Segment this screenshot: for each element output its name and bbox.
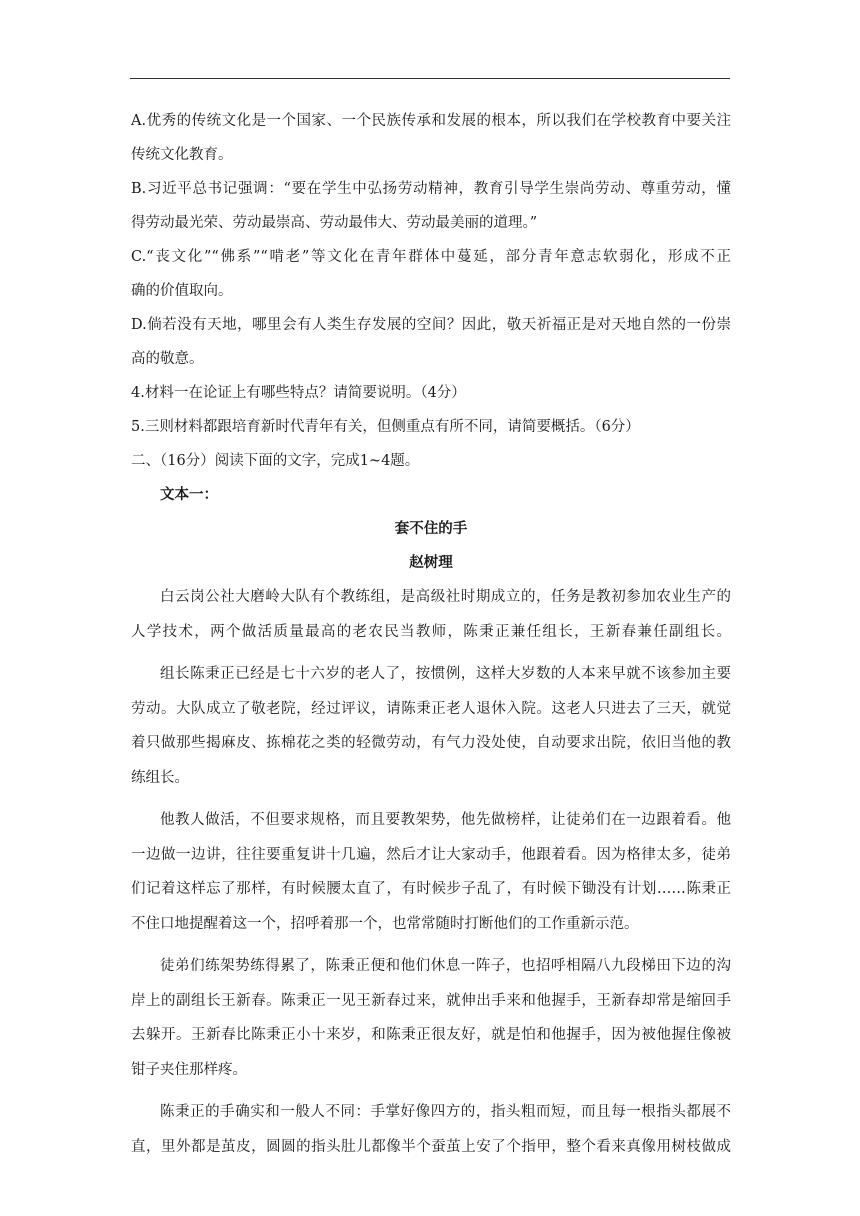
story-p3-line-1: 他教人做活，不但要求规格，而且要教架势，他先做榜样，让徒弟们在一边跟着看。他 xyxy=(160,812,731,828)
option-d-line-2: 高的敬意。 xyxy=(131,351,204,367)
story-p1-line-2: 人学技术，两个做活质量最高的老农民当教师，陈秉正兼任组长，王新春兼任副组长。 xyxy=(131,623,731,640)
story-p3-line-2: 一边做一边讲，往往要重复讲十几遍，然后才让大家动手，他跟着看。因为格律太多，徒弟 xyxy=(131,846,731,863)
story-author: 赵树理 xyxy=(409,554,453,571)
question-4: 4.材料一在论证上有哪些特点？请简要说明。（4分） xyxy=(131,385,466,401)
story-p2-line-1: 组长陈秉正已经是七十六岁的老人了，按惯例，这样大岁数的人本来早就不该参加主要 xyxy=(160,666,731,682)
text-one-label: 文本一： xyxy=(160,486,218,503)
story-p3-line-3: 们记着这样忘了那样，有时候腰太直了，有时候步子乱了，有时候下锄没有计划……陈秉正 xyxy=(131,881,731,897)
story-p4-line-3: 去躲开。王新春比陈秉正小十来岁，和陈秉正很友好，就是怕和他握手，因为被他握住像被 xyxy=(131,1027,731,1043)
question-5: 5.三则材料都跟培育新时代青年有关，但侧重点有所不同，请简要概括。（6分） xyxy=(131,419,640,435)
story-p2-line-3: 着只做那些揭麻皮、拣棉花之类的轻微劳动，有气力没处使，自动要求出院，依旧当他的教 xyxy=(131,735,731,751)
page-content xyxy=(131,104,731,1164)
story-p4-line-2: 岸上的副组长王新春。陈秉正一见王新春过来，就伸出手来和他握手，王新春却常是缩回手 xyxy=(131,992,731,1009)
option-a-line-1: A.优秀的传统文化是一个国家、一个民族传承和发展的根本，所以我们在学校教育中要关注 xyxy=(131,113,731,129)
option-a-line-2: 传统文化教育。 xyxy=(131,147,233,163)
option-b-line-1: B.习近平总书记强调：“要在学生中弘扬劳动精神，教育引导学生崇尚劳动、尊重劳动，懂 xyxy=(131,181,731,197)
option-b-line-2: 得劳动最光荣、劳动最崇高、劳动最伟大、劳动最美丽的道理。” xyxy=(131,215,538,231)
option-c-line-2: 确的价值取向。 xyxy=(131,283,233,299)
option-d-line-1: D.倘若没有天地，哪里会有人类生存发展的空间？因此，敬天祈福正是对天地自然的一份崇 xyxy=(131,317,731,333)
story-body xyxy=(131,580,731,1164)
story-p1-line-1: 白云岗公社大磨岭大队有个教练组，是高级社时期成立的，任务是教初参加农业生产的 xyxy=(160,589,731,605)
section-2-heading: 二、（16分）阅读下面的文字，完成1~4题。 xyxy=(131,453,420,469)
story-p4-line-1: 徒弟们练架势练得累了，陈秉正便和他们休息一阵子，也招呼相隔八九段梯田下边的沟 xyxy=(160,958,731,974)
story-p3-line-4: 不住口地提醒着这一个，招呼着那一个，也常常随时打断他们的工作重新示范。 xyxy=(131,915,639,932)
story-p5-line-2: 直，里外都是茧皮，圆圆的指头肚儿都像半个蚕茧上安了个指甲，整个看来真像用树枝做成 xyxy=(131,1138,731,1155)
story-p2-line-4: 练组长。 xyxy=(131,769,189,786)
story-p5-line-1: 陈秉正的手确实和一般人不同：手掌好像四方的，指头粗而短，而且每一根指头都展不 xyxy=(160,1104,731,1120)
story-title: 套不住的手 xyxy=(394,520,468,537)
story-p4-line-4: 钳子夹住那样疼。 xyxy=(131,1061,247,1078)
option-c-line-1: C.“丧文化”“佛系”“啃老”等文化在青年群体中蔓延，部分青年意志软弱化，形成不正 xyxy=(131,249,731,265)
header-rule xyxy=(130,78,730,79)
story-p2-line-2: 劳动。大队成立了敬老院，经过评议，请陈秉正老人退休入院。这老人只进去了三天，就觉 xyxy=(131,700,731,717)
